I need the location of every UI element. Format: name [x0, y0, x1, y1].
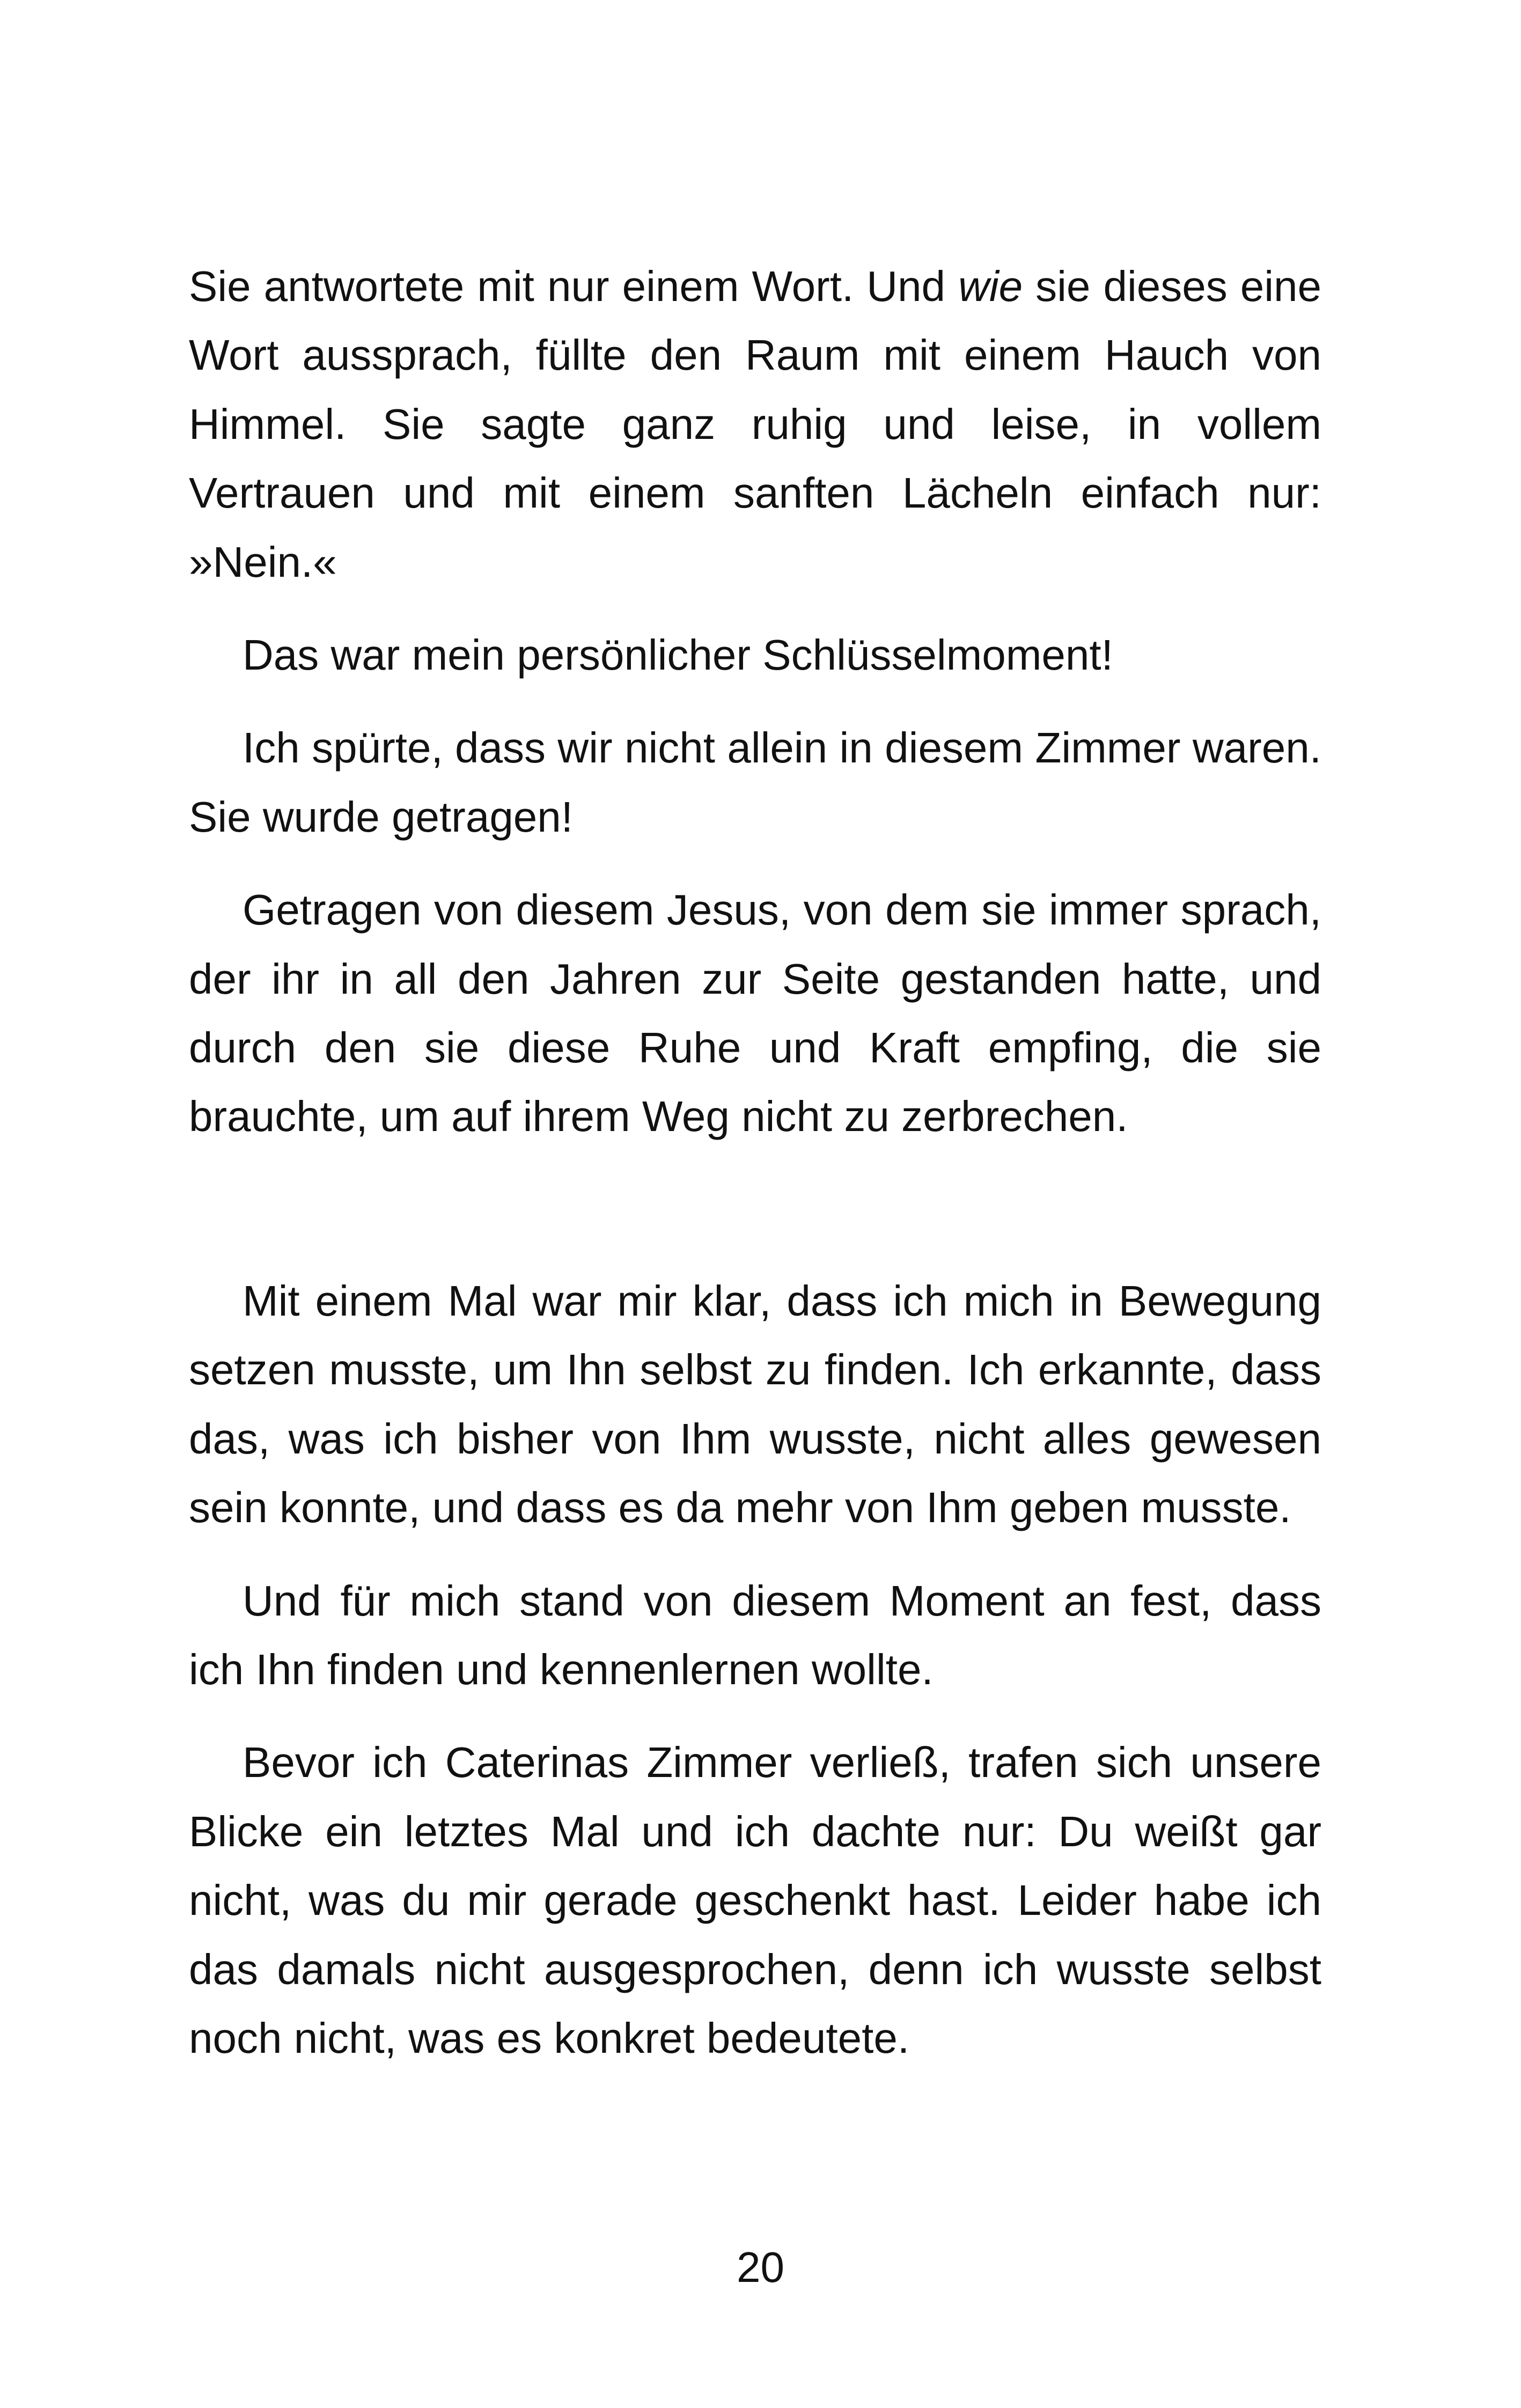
paragraph-7: Bevor ich Caterinas Zimmer verließ, trafen sich unsere Blicke ein letztes Mal und ich dachte nur: Du weißt gar nicht, was du mir gerade geschenkt hast. Leider habe ich das damals nicht ausgesprochen, denn ich wusste selbst noch nicht, was es konkret bedeutete.: [189, 1738, 1321, 2062]
section-break: [189, 1176, 1321, 1267]
paragraph-2: Das war mein persönlicher Schlüsselmoment!: [243, 631, 1113, 679]
page-number: 20: [737, 2243, 784, 2291]
paragraph-4: Getragen von diesem Jesus, von dem sie immer sprach, der ihr in all den Jahren zur Seite gestanden hatte, und durch den sie diese Ruhe und Kraft empfing, die sie brauchte, um auf ihrem Weg nicht zu zerbrechen.: [189, 886, 1321, 1141]
body-text: [189, 252, 1321, 2097]
paragraph-1-end: sie dieses eine Wort aussprach, füllte den Raum mit einem Hauch von Himmel. Sie sagte ganz ruhig und leise, in vollem Vertrauen und mit einem sanften Lächeln einfach nur: »Nein.«: [189, 262, 1322, 586]
paragraph-1-start: Sie antwortete mit nur einem Wort. Und: [189, 262, 959, 310]
paragraph-3: Ich spürte, dass wir nicht allein in diesem Zimmer waren. Sie wurde getragen!: [189, 724, 1321, 841]
emphasis-word: wie: [958, 262, 1023, 310]
paragraph-6: Und für mich stand von diesem Moment an fest, dass ich Ihn finden und kennenlernen wollte.: [189, 1576, 1321, 1693]
paragraph-1: [189, 252, 1321, 597]
paragraph-5: Mit einem Mal war mir klar, dass ich mich in Bewegung setzen musste, um Ihn selbst zu finden. Ich erkannte, dass das, was ich bisher von Ihm wusste, nicht alles gewesen sein konnte, und dass es da mehr von Ihm geben musste.: [189, 1276, 1321, 1532]
